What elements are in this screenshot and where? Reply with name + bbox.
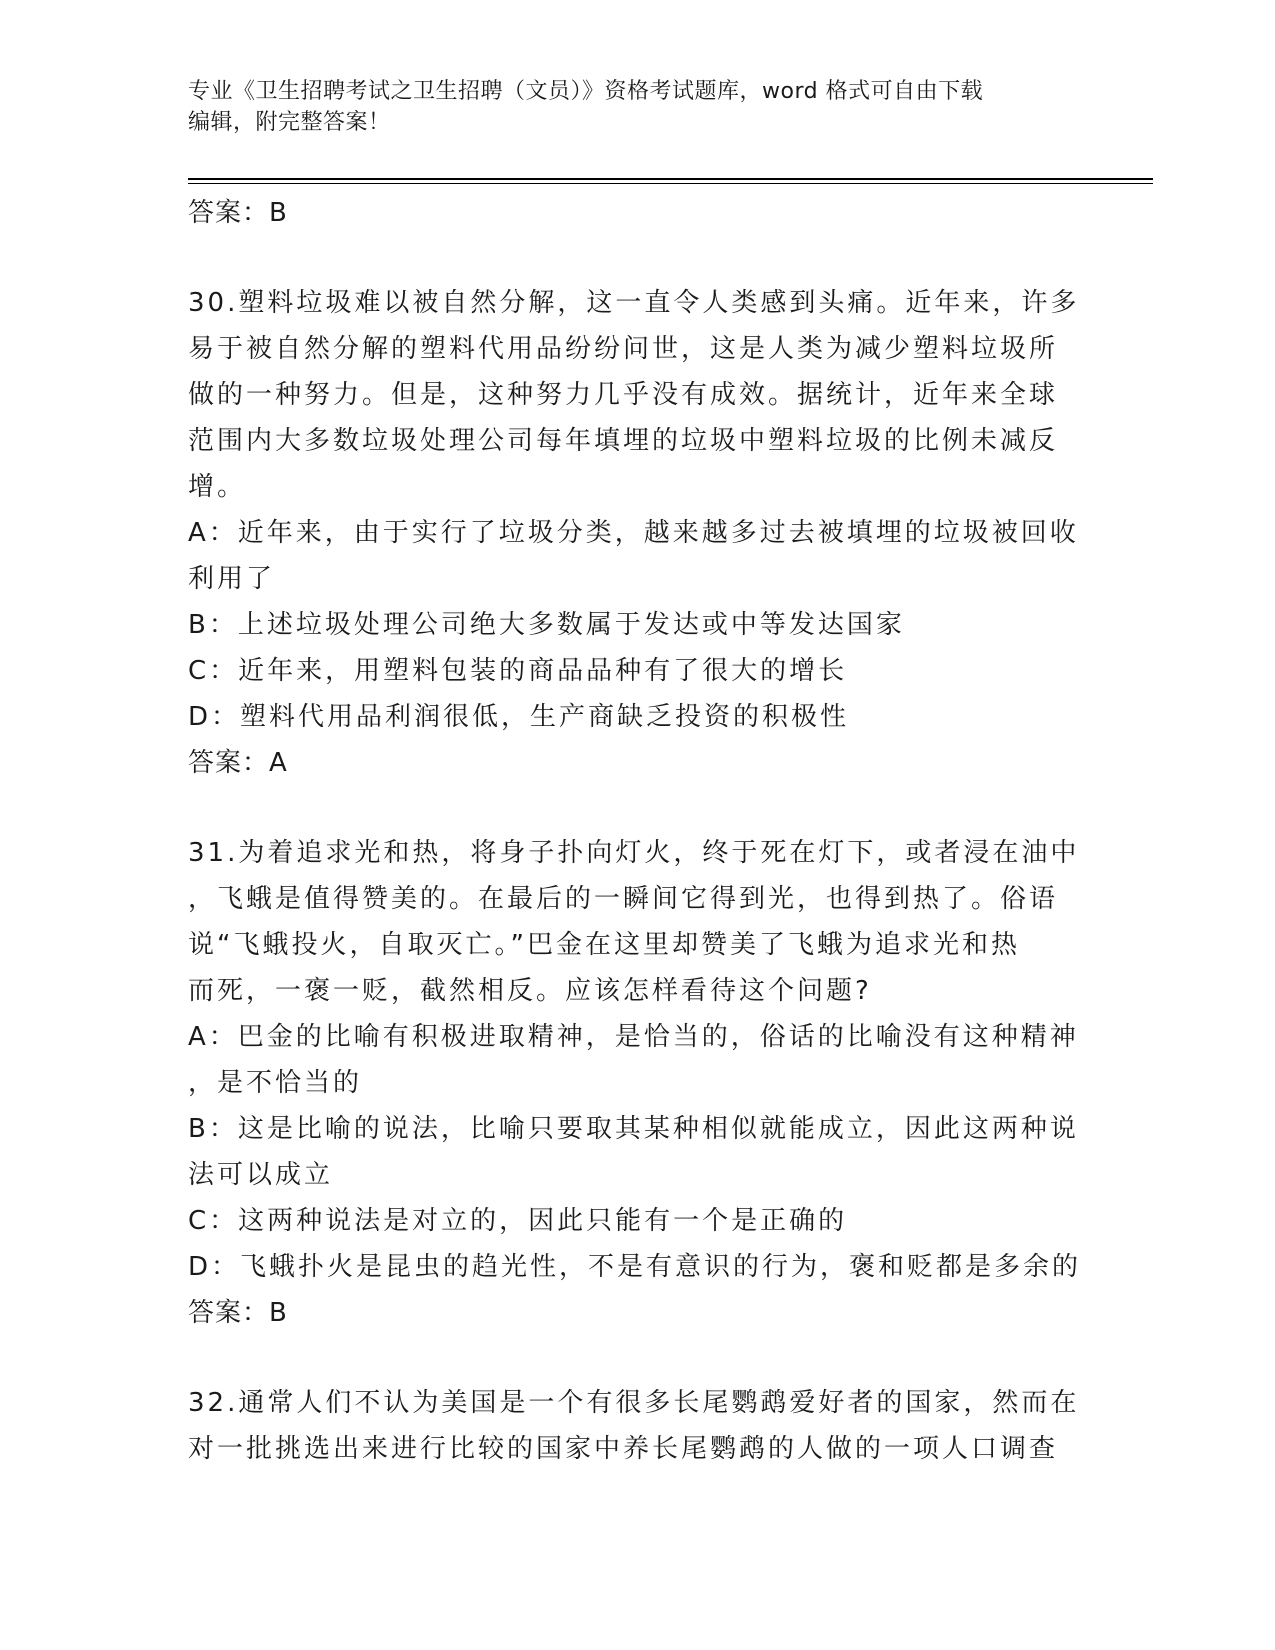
question-text-line: ，飞蛾是值得赞美的。在最后的一瞬间它得到光，也得到热了。俗语: [188, 884, 1059, 914]
header-divider-thin: [188, 183, 1153, 184]
question-text-line: 增。: [188, 472, 247, 502]
question-text-line: 易于被自然分解的塑料代用品纷纷问世，这是人类为减少塑料垃圾所: [188, 334, 1059, 364]
question-text-line: 范围内大多数垃圾处理公司每年填埋的垃圾中塑料垃圾的比例未减反: [188, 426, 1059, 456]
header-divider-thick: [188, 178, 1153, 180]
question-text-line: 对一批挑选出来进行比较的国家中养长尾鹦鹉的人做的一项人口调查: [188, 1434, 1059, 1464]
question-text-line: 做的一种努力。但是，这种努力几乎没有成效。据统计，近年来全球: [188, 380, 1059, 410]
spacer: [188, 786, 1088, 830]
question-31: [188, 830, 1088, 1336]
option-b: B：上述垃圾处理公司绝大多数属于发达或中等发达国家: [188, 610, 905, 640]
document-body: [188, 190, 1088, 1472]
question-text-line: 30.塑料垃圾难以被自然分解，这一直令人类感到头痛。近年来，许多: [188, 288, 1080, 318]
option-a: A：近年来，由于实行了垃圾分类，越来越多过去被填埋的垃圾被回收: [188, 518, 1079, 548]
document-header: [188, 76, 1088, 138]
spacer: [188, 1336, 1088, 1380]
previous-answer: 答案：B: [188, 198, 288, 228]
option-c: C：这两种说法是对立的，因此只能有一个是正确的: [188, 1206, 848, 1236]
question-30: [188, 280, 1088, 786]
option-a: A：巴金的比喻有积极进取精神，是恰当的，俗话的比喻没有这种精神: [188, 1022, 1079, 1052]
header-line-2: 编辑，附完整答案！: [188, 110, 391, 135]
question-text-line: 32.通常人们不认为美国是一个有很多长尾鹦鹉爱好者的国家，然而在: [188, 1388, 1080, 1418]
option-b: B：这是比喻的说法，比喻只要取其某种相似就能成立，因此这两种说: [188, 1114, 1079, 1144]
option-a-continued: 利用了: [188, 564, 276, 594]
answer: 答案：A: [188, 748, 288, 778]
option-a-continued: ，是不恰当的: [188, 1068, 363, 1098]
option-c: C：近年来，用塑料包装的商品品种有了很大的增长: [188, 656, 848, 686]
question-text-line: 31.为着追求光和热，将身子扑向灯火，终于死在灯下，或者浸在油中: [188, 838, 1080, 868]
question-32: [188, 1380, 1088, 1472]
question-text-line: 说“飞蛾投火，自取灭亡。”巴金在这里却赞美了飞蛾为追求光和热: [188, 930, 1020, 960]
option-b-continued: 法可以成立: [188, 1160, 334, 1190]
question-text-line: 而死，一褒一贬，截然相反。应该怎样看待这个问题?: [188, 976, 872, 1006]
header-line-1: 专业《卫生招聘考试之卫生招聘（文员）》资格考试题库，word 格式可自由下载: [188, 79, 984, 104]
option-d: D：塑料代用品利润很低，生产商缺乏投资的积极性: [188, 702, 850, 732]
spacer: [188, 236, 1088, 280]
answer: 答案：B: [188, 1298, 288, 1328]
option-d: D：飞蛾扑火是昆虫的趋光性，不是有意识的行为，褒和贬都是多余的: [188, 1252, 1082, 1282]
